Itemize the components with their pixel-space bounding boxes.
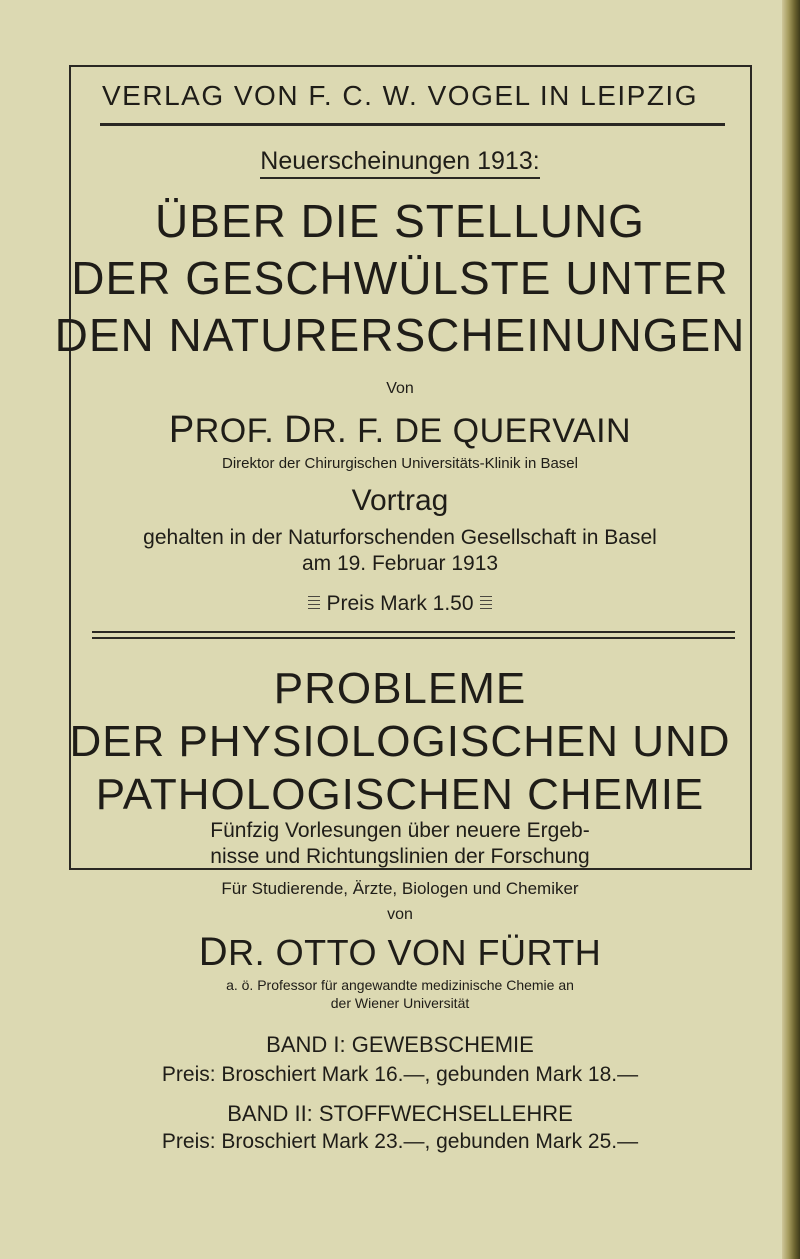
book2-by-label: von: [387, 906, 413, 923]
book2-author: [0, 930, 800, 975]
lecture-info-line: gehalten in der Naturforschenden Gesellschaft in Basel: [143, 526, 657, 549]
book2-description: [0, 818, 800, 870]
author-name: F. DE QUERVAIN: [357, 412, 632, 450]
book2-volume2-price: Preis: Broschiert Mark 23.—, gebunden Mark 25.—: [161, 1130, 639, 1153]
book1-price: [0, 592, 800, 616]
book2-affiliation: [0, 976, 800, 1012]
book1-title-line: DER GESCHWÜLSTE UNTER: [71, 252, 729, 304]
book1-title-line: DEN NATURERSCHEINUNGEN: [54, 309, 746, 361]
book2-audience: Für Studierende, Ärzte, Biologen und Chemiker: [221, 879, 579, 898]
author-prof-rest: ROF.: [194, 412, 275, 450]
book1-price-text: Preis Mark 1.50: [326, 592, 474, 615]
author-prof-initial: P: [168, 409, 195, 451]
book1-lecture-label: Vortrag: [351, 484, 449, 517]
author-name: OTTO VON FÜRTH: [275, 932, 602, 973]
book1-author: [0, 409, 800, 452]
book2-volume2: BAND II: STOFFWECHSELLEHRE: [227, 1101, 573, 1126]
ornament-lines-icon: [480, 596, 492, 612]
book1-affiliation: Direktor der Chirurgischen Universitäts-Klinik in Basel: [222, 455, 578, 472]
affiliation-line: der Wiener Universität: [330, 995, 470, 1011]
section-divider-top: [92, 631, 735, 633]
author-dr-initial: D: [284, 409, 313, 451]
new-releases-label: Neuerscheinungen 1913:: [260, 147, 539, 179]
book1-title-line: ÜBER DIE STELLUNG: [155, 195, 645, 247]
book2-title-line: PROBLEME: [273, 664, 527, 713]
description-line: nisse und Richtungslinien der Forschung: [210, 845, 590, 868]
book1-title: [0, 193, 800, 364]
ornament-lines-icon: [308, 596, 320, 612]
book2-volume1-price: Preis: Broschiert Mark 16.—, gebunden Mark 18.—: [161, 1063, 639, 1086]
publisher-heading: VERLAG VON F. C. W. VOGEL IN LEIPZIG: [102, 80, 698, 111]
book2-volume1: BAND I: GEWEBSCHEMIE: [266, 1032, 534, 1057]
description-line: Fünfzig Vorlesungen über neuere Ergeb-: [210, 819, 590, 842]
book2-title-line: DER PHYSIOLOGISCHEN UND: [69, 717, 731, 766]
author-dr-initial: D: [198, 930, 229, 974]
publisher-underline: [100, 123, 725, 126]
book1-by-label: Von: [386, 380, 414, 397]
book1-lecture-info: [0, 525, 800, 577]
author-dr-rest: R.: [228, 932, 266, 973]
lecture-info-line: am 19. Februar 1913: [301, 552, 499, 575]
author-dr-rest: R.: [312, 412, 348, 450]
book2-title: [0, 662, 800, 821]
book2-title-line: PATHOLOGISCHEN CHEMIE: [95, 770, 705, 819]
section-divider-bottom: [92, 637, 735, 639]
new-releases-heading: [0, 147, 800, 176]
affiliation-line: a. ö. Professor für angewandte medizinische Chemie an: [226, 977, 574, 993]
